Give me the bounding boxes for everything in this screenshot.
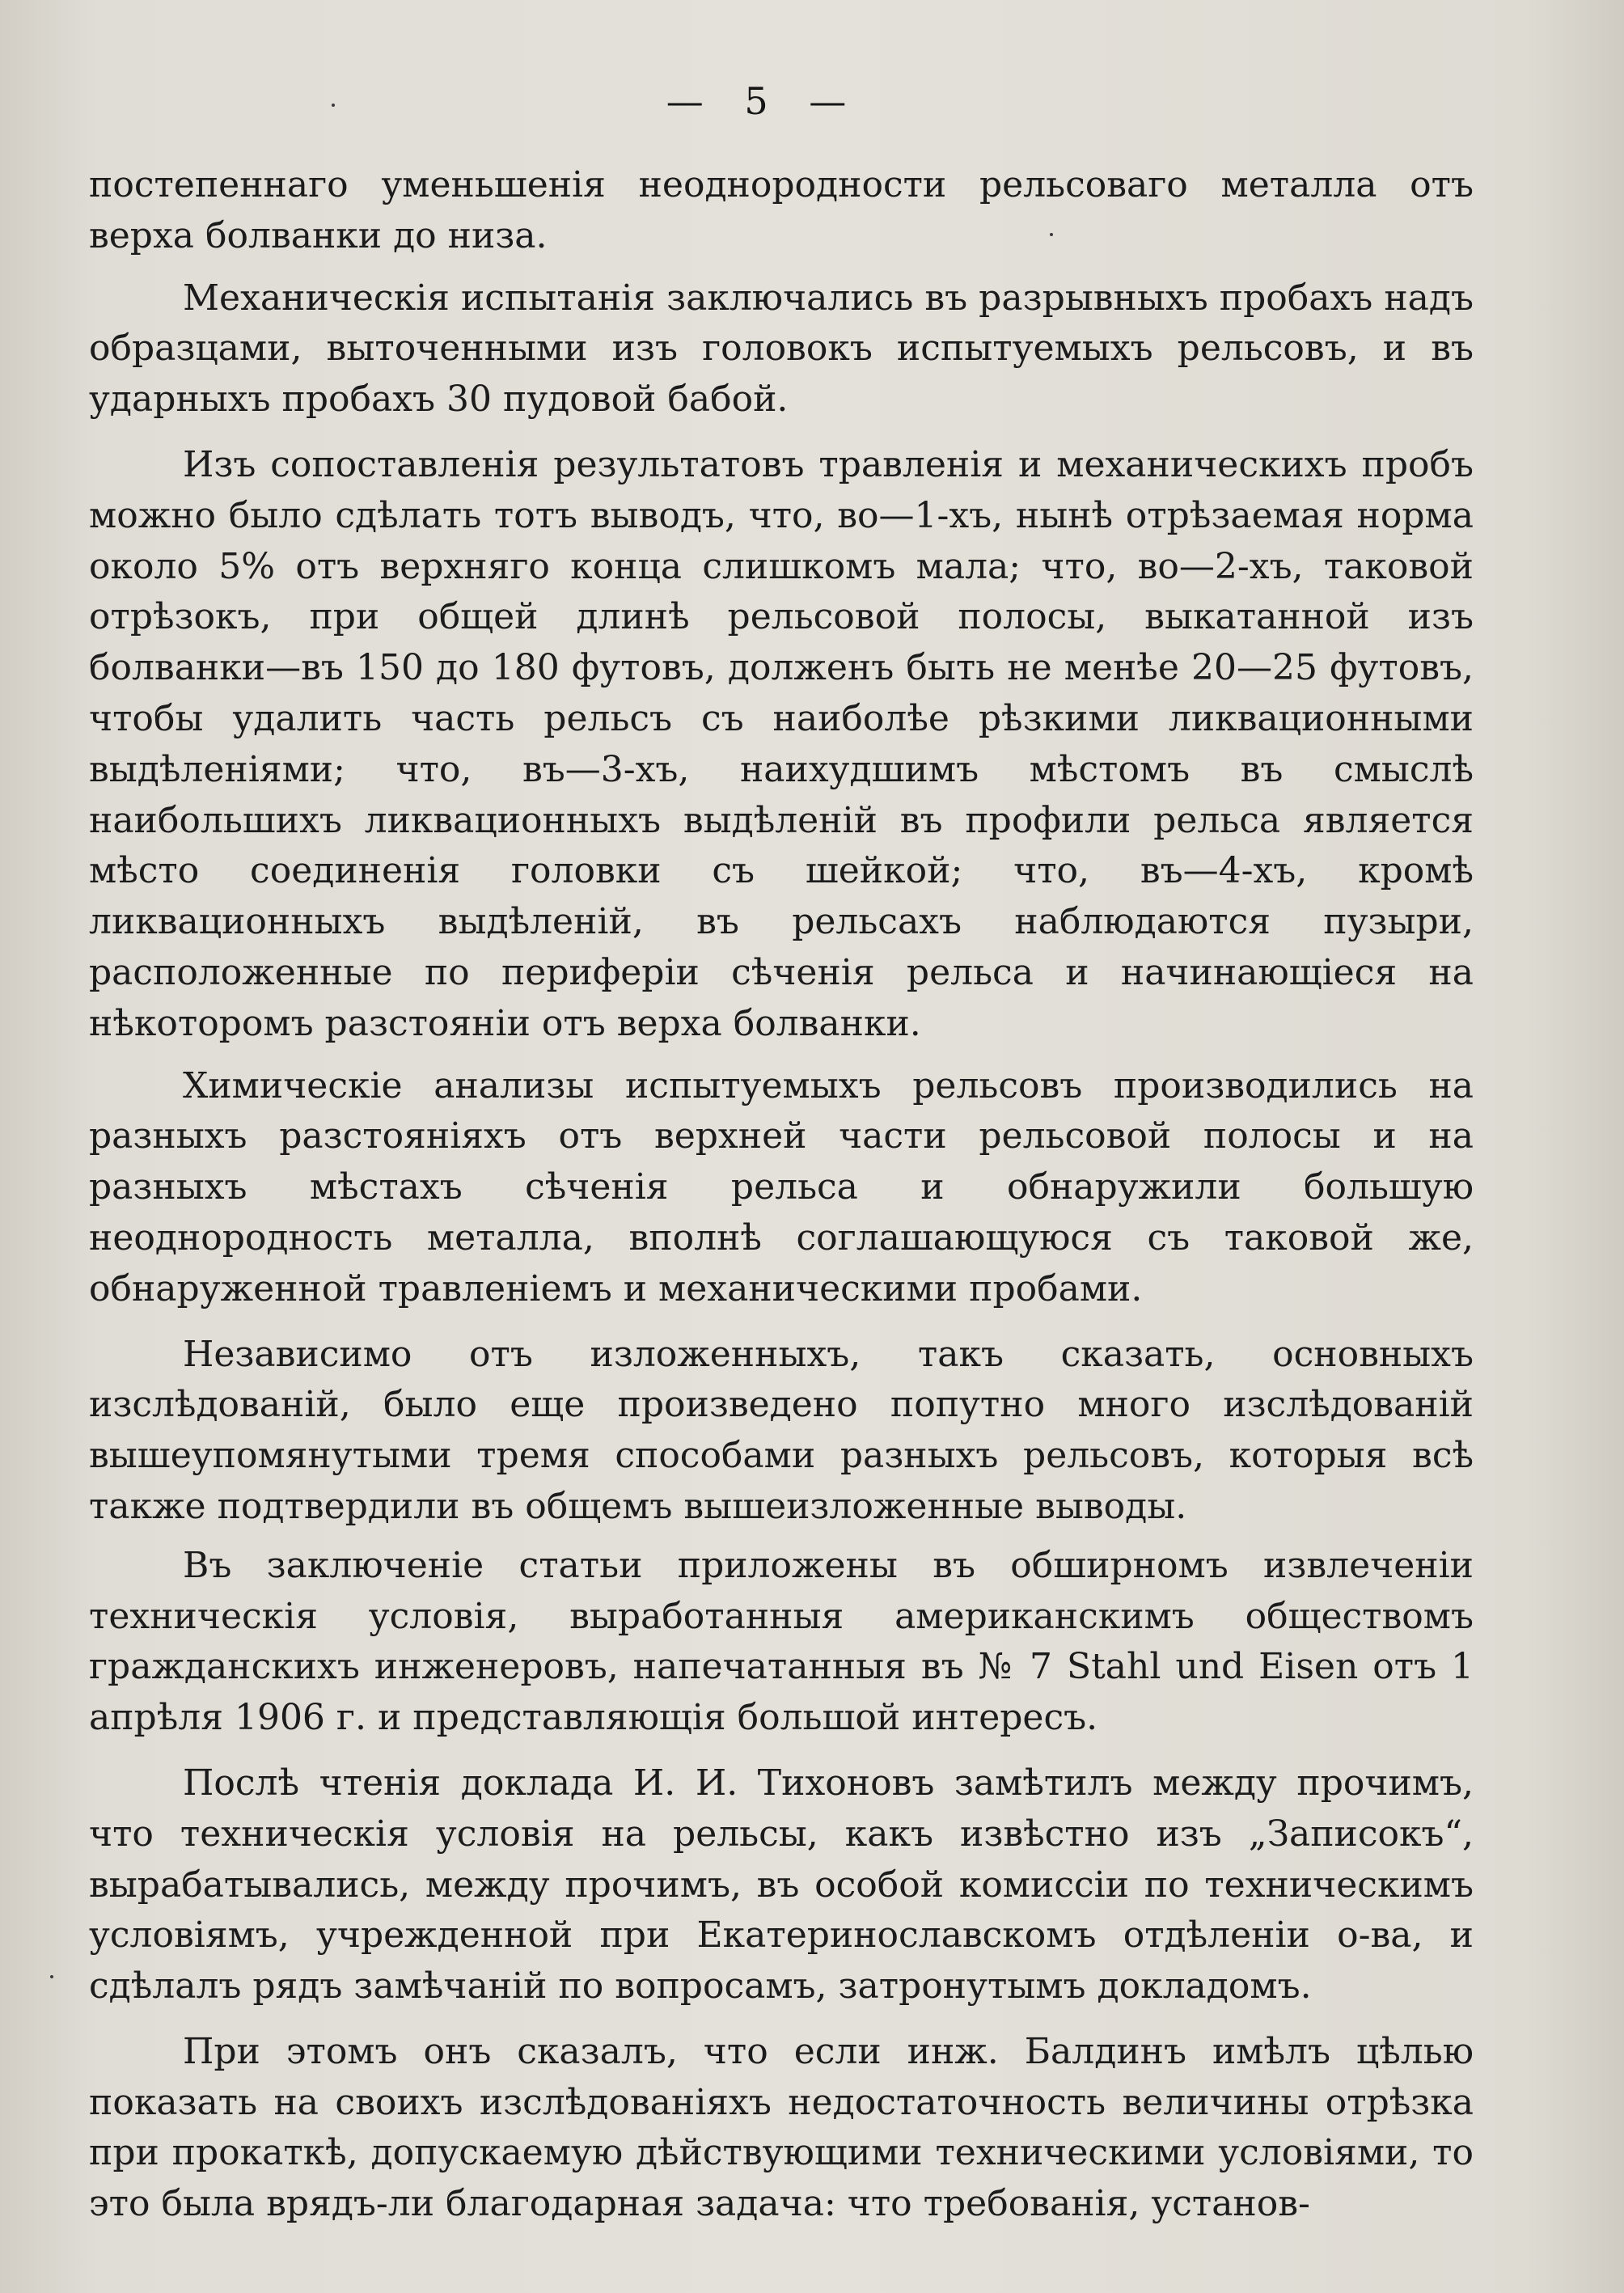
paragraph-2: Механическія испытанія заключались въ разрывныхъ пробахъ надъ образцами, выточенными изъ головокъ испытуемыхъ рельсовъ, и въ ударныхъ пробахъ 30 пудовой бабой. — [89, 277, 1474, 421]
scan-speck — [1050, 233, 1053, 236]
paragraph-6: Въ заключеніе статьи приложены въ обширномъ извлеченіи техническія условія, выработанныя американскимъ обществомъ гражданскихъ инженеровъ, напечатанныя въ № 7 Stahl und Eisen отъ 1 апрѣля 1906 г. и представляющія большой интересъ. — [89, 1544, 1474, 1739]
scan-speck — [50, 1975, 53, 1978]
paragraph-3: Изъ сопоставленія результатовъ травленія и механическихъ пробъ можно было сдѣлать тотъ выводъ, что, во—1-хъ, нынѣ отрѣзаемая норма около 5% отъ верхняго конца слишкомъ мала; что, во—2-хъ, таковой отрѣзокъ, при общей длинѣ рельсовой полосы, выкатанной изъ болванки—въ 150 до 180 футовъ, долженъ быть не менѣе 20—25 футовъ, чтобы удалить часть рельсъ съ наиболѣе рѣзкими ликвационными выдѣленіями; что, въ—3-хъ, наихудшимъ мѣстомъ въ смыслѣ наибольшихъ ликвационныхъ выдѣленій въ профили рельса является мѣсто соединенія головки съ шейкой; что, въ—4-хъ, кромѣ ликвационныхъ выдѣленій, въ рельсахъ наблюдаются пузыри, расположенные по периферіи сѣченія рельса и начинающіеся на нѣкоторомъ разстояніи отъ верха болванки. — [89, 443, 1474, 1044]
page-number: — 5 — — [666, 79, 861, 123]
body-text — [89, 160, 1474, 2230]
paragraph-4: Химическіе анализы испытуемыхъ рельсовъ производились на разныхъ разстояніяхъ отъ верхней части рельсовой полосы и на разныхъ мѣстахъ сѣченія рельса и обнаружили большую неоднородность металла, вполнѣ соглашающуюся съ таковой же, обнаруженной травленіемъ и механическими пробами. — [89, 1064, 1474, 1309]
paragraph-5: Независимо отъ изложенныхъ, такъ сказать, основныхъ изслѣдованій, было еще произведено попутно много изслѣдованій вышеупомянутыми тремя способами разныхъ рельсовъ, которыя всѣ также подтвердили въ общемъ вышеизложенные выводы. — [89, 1333, 1474, 1527]
paragraph-7: Послѣ чтенія доклада И. И. Тихоновъ замѣтилъ между прочимъ, что техническія условія на рельсы, какъ извѣстно изъ „Записокъ“, вырабатывались, между прочимъ, въ особой комиссіи по техническимъ условіямъ, учрежденной при Екатеринославскомъ отдѣленіи о-ва, и сдѣлалъ рядъ замѣчаній по вопросамъ, затронутымъ докладомъ. — [89, 1762, 1474, 2007]
paragraph-1: постепеннаго уменьшенія неоднородности рельсоваго металла отъ верха болванки до низа. — [89, 164, 1474, 256]
scan-speck — [332, 104, 335, 107]
paragraph-8: При этомъ онъ сказалъ, что если инж. Балдинъ имѣлъ цѣлью показать на своихъ изслѣдованіяхъ недостаточность величины отрѣзка при прокаткѣ, допускаемую дѣйствующими техническими условіями, то это была врядъ-ли благодарная задача: что требованія, установ- — [89, 2030, 1474, 2225]
